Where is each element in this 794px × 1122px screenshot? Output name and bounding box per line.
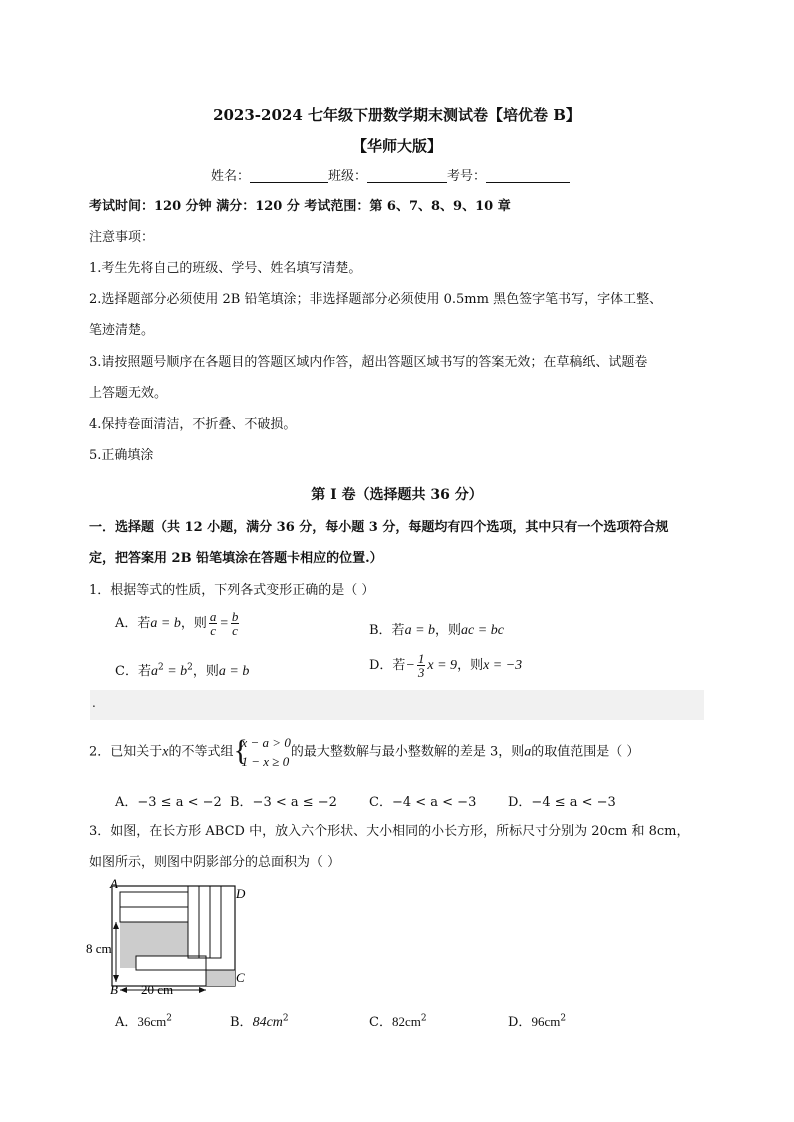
note-item: 1.考生先将自己的班级、学号、姓名填写清楚。 — [89, 261, 362, 276]
note-item: 笔迹清楚。 — [89, 323, 155, 338]
q1-option-c[interactable]: C．若$a^2 = b^2$，则a = b — [115, 662, 250, 679]
exam-title: 2023-2024 七年级下册数学期末测试卷【培优卷 B】 — [213, 106, 581, 124]
shaded-region — [206, 970, 235, 986]
question-3-stem: 如图所示，则图中阴影部分的总面积为（ ） — [89, 855, 341, 870]
student-info-row — [211, 165, 570, 184]
class-label: 班级： — [328, 169, 368, 184]
question-2-stem: 2．已知关于x的不等式组 { x − a > 0 1 − x ≥ 0 的最大整数解与最小整数解的差是 3，则a的取值范围是（ ） — [89, 734, 640, 769]
name-field[interactable] — [250, 168, 328, 183]
name-label: 姓名： — [211, 169, 251, 184]
note-item: 4.保持卷面清洁，不折叠、不破损。 — [89, 417, 297, 432]
note-item: 上答题无效。 — [89, 386, 168, 401]
notes-heading: 注意事项： — [89, 230, 155, 245]
q2-option-a[interactable]: A．−3 ≤ a < −2 — [115, 795, 222, 810]
shaded-region — [120, 922, 188, 968]
class-field[interactable] — [367, 168, 447, 183]
q3-option-d[interactable]: D．$96cm^2$ — [508, 1013, 567, 1030]
q2-option-c[interactable]: C．−4 < a < −3 — [369, 795, 477, 810]
dimension-8cm: 8 cm — [86, 941, 112, 956]
part1-title: 第 I 卷（选择题共 36 分） — [311, 487, 483, 503]
inequality-system: { x − a > 0 1 − x ≥ 0 — [233, 734, 291, 769]
label-a: A — [110, 876, 118, 891]
section-instruction: 定，把答案用 2B 铅笔填涂在答题卡相应的位置.） — [89, 551, 383, 566]
q1-option-a[interactable]: A．若a = b，则 $\frac{a}{c}$ = $\frac{b}{c}$ — [115, 609, 239, 638]
question-1-stem: 1．根据等式的性质，下列各式变形正确的是（ ） — [89, 583, 375, 598]
dimension-20cm: 20 cm — [141, 982, 174, 997]
label-b: B — [110, 982, 118, 997]
question-3-stem: 3．如图，在长方形 ABCD 中，放入六个形状、大小相同的小长方形，所标尺寸分别为 20cm 和 8cm， — [89, 824, 690, 839]
answer-area-bar — [90, 690, 704, 720]
q3-option-c[interactable]: C．$82cm^2$ — [369, 1013, 427, 1030]
note-item: 3.请按照题号顺序在各题目的答题区域内作答，超出答题区域书写的答案无效；在草稿纸、试题卷 — [89, 355, 648, 370]
answer-dot: . — [92, 696, 96, 710]
section-instruction: 一．选择题（共 12 小题，满分 36 分，每小题 3 分，每题均有四个选项，其中只有一个选项符合规 — [89, 520, 669, 535]
number-field[interactable] — [486, 168, 570, 183]
q3-option-a[interactable]: A．$36cm^2$ — [115, 1013, 173, 1030]
q1-option-d[interactable]: D．若− $\frac{1}{3}$ x = 9，则x = −3 — [369, 651, 523, 680]
q3-option-b[interactable]: B．$84cm^2$ — [230, 1013, 289, 1030]
note-item: 2.选择题部分必须使用 2B 铅笔填涂；非选择题部分必须使用 0.5mm 黑色签字笔书写，字体工整、 — [89, 292, 663, 307]
number-label: 考号： — [447, 169, 487, 184]
note-item: 5.正确填涂 — [89, 448, 154, 463]
label-d: D — [236, 886, 246, 901]
q2-option-b[interactable]: B．−3 < a ≤ −2 — [230, 795, 337, 810]
rectangle-figure — [86, 876, 256, 1000]
label-c: C — [236, 970, 245, 985]
q2-option-d[interactable]: D．−4 ≤ a < −3 — [508, 795, 616, 810]
q1-option-b[interactable]: B．若a = b，则ac = bc — [369, 623, 504, 638]
exam-subtitle: 【华师大版】 — [351, 137, 442, 155]
exam-info: 考试时间：120 分钟 满分：120 分 考试范围：第 6、7、8、9、10 章 — [89, 199, 511, 214]
